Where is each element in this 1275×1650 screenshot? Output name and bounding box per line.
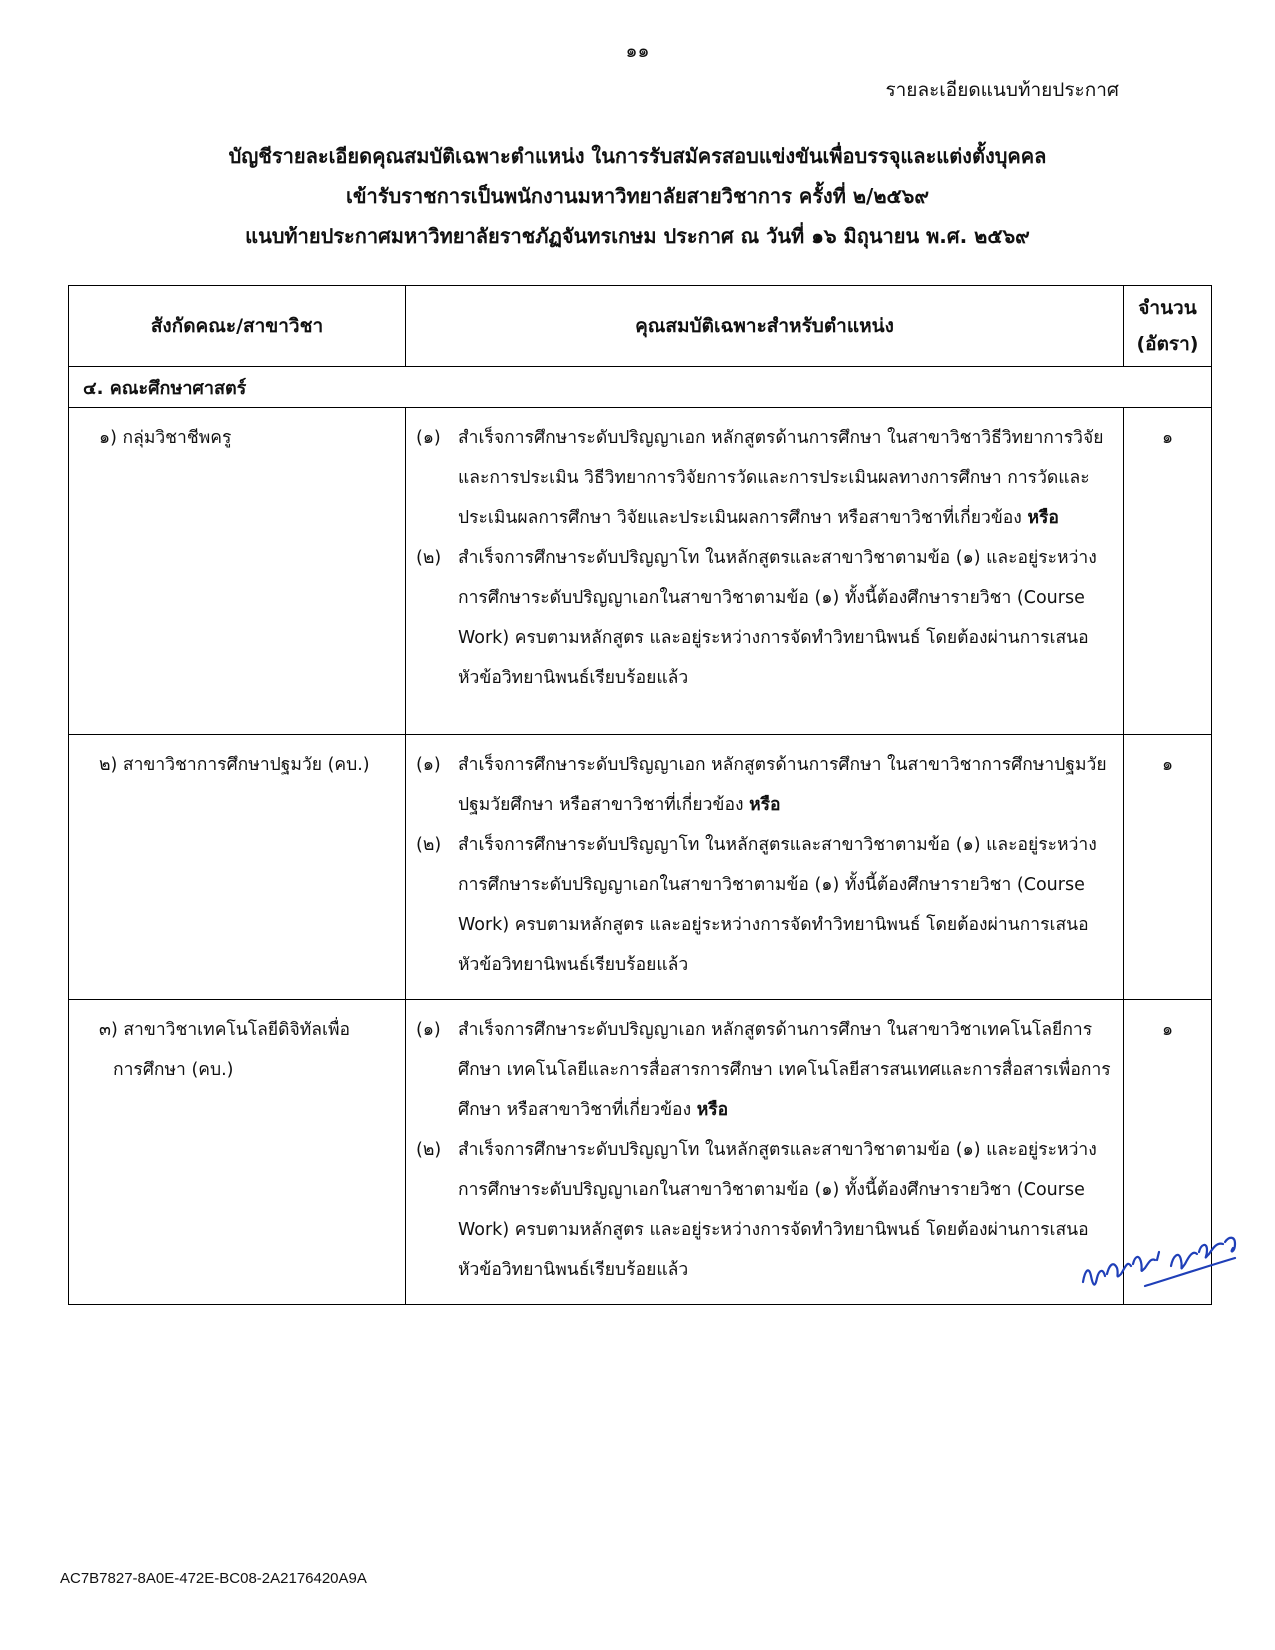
department-name-continued: การศึกษา (คบ.): [113, 1060, 234, 1080]
qualification-item: [416, 745, 1111, 825]
count-cell: [1124, 735, 1212, 1000]
title-line-3: แนบท้ายประกาศมหาวิทยาลัยราชภัฏจันทรเกษม ประกาศ ณ วันที่ ๑๖ มิถุนายน พ.ศ. ๒๕๖๙: [245, 224, 1030, 248]
header-qualification: คุณสมบัติเฉพาะสำหรับตำแหน่ง: [406, 286, 1124, 367]
department-cell: [69, 408, 406, 735]
attachment-note: รายละเอียดแนบท้ายประกาศ: [885, 79, 1119, 101]
qualification-item: [416, 418, 1111, 538]
header-department: สังกัดคณะ/สาขาวิชา: [69, 286, 406, 367]
qualification-text: สำเร็จการศึกษาระดับปริญญาโท ในหลักสูตรและสาขาวิชาตามข้อ (๑) และอยู่ระหว่างการศึกษาระดับปริญญาเอกในสาขาวิชาตามข้อ (๑) ทั้งนี้ต้องศึกษารายวิชา (Course Work) ครบตามหลักสูตร และอยู่ระหว่างการจัดทำวิทยานิพนธ์ โดยต้องผ่านการเสนอหัวข้อวิทยานิพนธ์เรียบร้อยแล้ว: [458, 548, 1097, 688]
table-header-row: [69, 286, 1212, 367]
header-count: [1124, 286, 1212, 367]
department-name: ๑) กลุ่มวิชาชีพครู: [99, 428, 232, 448]
position-count: ๑: [1161, 1020, 1174, 1040]
department-cell: [69, 1000, 406, 1305]
department-cell: [69, 735, 406, 1000]
qualification-number: (๒): [416, 835, 442, 855]
department-name: ๒) สาขาวิชาการศึกษาปฐมวัย (คบ.): [99, 755, 370, 775]
qualification-text: สำเร็จการศึกษาระดับปริญญาเอก หลักสูตรด้านการศึกษา ในสาขาวิชาเทคโนโลยีการศึกษา เทคโนโลยีและการสื่อสารการศึกษา เทคโนโลยีสารสนเทศและการสื่อสารเพื่อการศึกษา หรือสาขาวิชาที่เกี่ยวข้อง: [458, 1020, 1111, 1120]
title-line-1: บัญชีรายละเอียดคุณสมบัติเฉพาะตำแหน่ง ในการรับสมัครสอบแข่งขันเพื่อบรรจุและแต่งตั้งบุคคล: [228, 144, 1047, 168]
qualification-cell: [406, 735, 1124, 1000]
or-keyword: หรือ: [1027, 508, 1059, 528]
table-row: [69, 1000, 1212, 1305]
qualification-table: [68, 285, 1212, 1305]
qualification-cell: [406, 1000, 1124, 1305]
or-keyword: หรือ: [696, 1100, 729, 1120]
table-row: [69, 408, 1212, 735]
qualification-text: สำเร็จการศึกษาระดับปริญญาโท ในหลักสูตรและสาขาวิชาตามข้อ (๑) และอยู่ระหว่างการศึกษาระดับปริญญาเอกในสาขาวิชาตามข้อ (๑) ทั้งนี้ต้องศึกษารายวิชา (Course Work) ครบตามหลักสูตร และอยู่ระหว่างการจัดทำวิทยานิพนธ์ โดยต้องผ่านการเสนอหัวข้อวิทยานิพนธ์เรียบร้อยแล้ว: [458, 1140, 1097, 1280]
header-count-line2: (อัตรา): [1136, 333, 1199, 355]
qualification-item: [416, 825, 1111, 985]
title-line-2: เข้ารับราชการเป็นพนักงานมหาวิทยาลัยสายวิชาการ ครั้งที่ ๒/๒๕๖๙: [346, 184, 929, 208]
qualification-number: (๒): [416, 1140, 442, 1160]
qualification-cell: [406, 408, 1124, 735]
qualification-number: (๑): [416, 1020, 441, 1040]
qualification-item: [416, 538, 1111, 698]
qualification-text: สำเร็จการศึกษาระดับปริญญาเอก หลักสูตรด้านการศึกษา ในสาขาวิชาการศึกษาปฐมวัย ปฐมวัยศึกษา หรือสาขาวิชาที่เกี่ยวข้อง: [458, 755, 1107, 815]
qualification-text: สำเร็จการศึกษาระดับปริญญาโท ในหลักสูตรและสาขาวิชาตามข้อ (๑) และอยู่ระหว่างการศึกษาระดับปริญญาเอกในสาขาวิชาตามข้อ (๑) ทั้งนี้ต้องศึกษารายวิชา (Course Work) ครบตามหลักสูตร และอยู่ระหว่างการจัดทำวิทยานิพนธ์ โดยต้องผ่านการเสนอหัวข้อวิทยานิพนธ์เรียบร้อยแล้ว: [458, 835, 1097, 975]
qualification-number: (๑): [416, 755, 441, 775]
qualification-item: [416, 1010, 1111, 1130]
qualification-text: สำเร็จการศึกษาระดับปริญญาเอก หลักสูตรด้านการศึกษา ในสาขาวิชาวิธีวิทยาการวิจัยและการประเมิน วิธีวิทยาการวิจัยการวัดและการประเมินผลทางการศึกษา การวัดและประเมินผลการศึกษา วิจัยและประเมินผลการศึกษา หรือสาขาวิชาที่เกี่ยวข้อง: [458, 428, 1104, 528]
table-row: [69, 735, 1212, 1000]
faculty-name: ๔. คณะศึกษาศาสตร์: [69, 367, 1212, 408]
header-count-line1: จำนวน: [1138, 297, 1197, 319]
faculty-row: [69, 367, 1212, 408]
document-id: AC7B7827-8A0E-472E-BC08-2A2176420A9A: [60, 1570, 367, 1587]
count-cell: [1124, 408, 1212, 735]
qualification-number: (๒): [416, 548, 442, 568]
page-number: ๑๑: [625, 40, 650, 62]
qualification-item: [416, 1130, 1111, 1290]
or-keyword: หรือ: [749, 795, 781, 815]
position-count: ๑: [1161, 428, 1174, 448]
department-name: ๓) สาขาวิชาเทคโนโลยีดิจิทัลเพื่อ: [99, 1020, 351, 1040]
document-title: [0, 136, 1275, 256]
position-count: ๑: [1161, 755, 1174, 775]
qualification-number: (๑): [416, 428, 441, 448]
handwritten-signature: [1075, 1230, 1245, 1300]
